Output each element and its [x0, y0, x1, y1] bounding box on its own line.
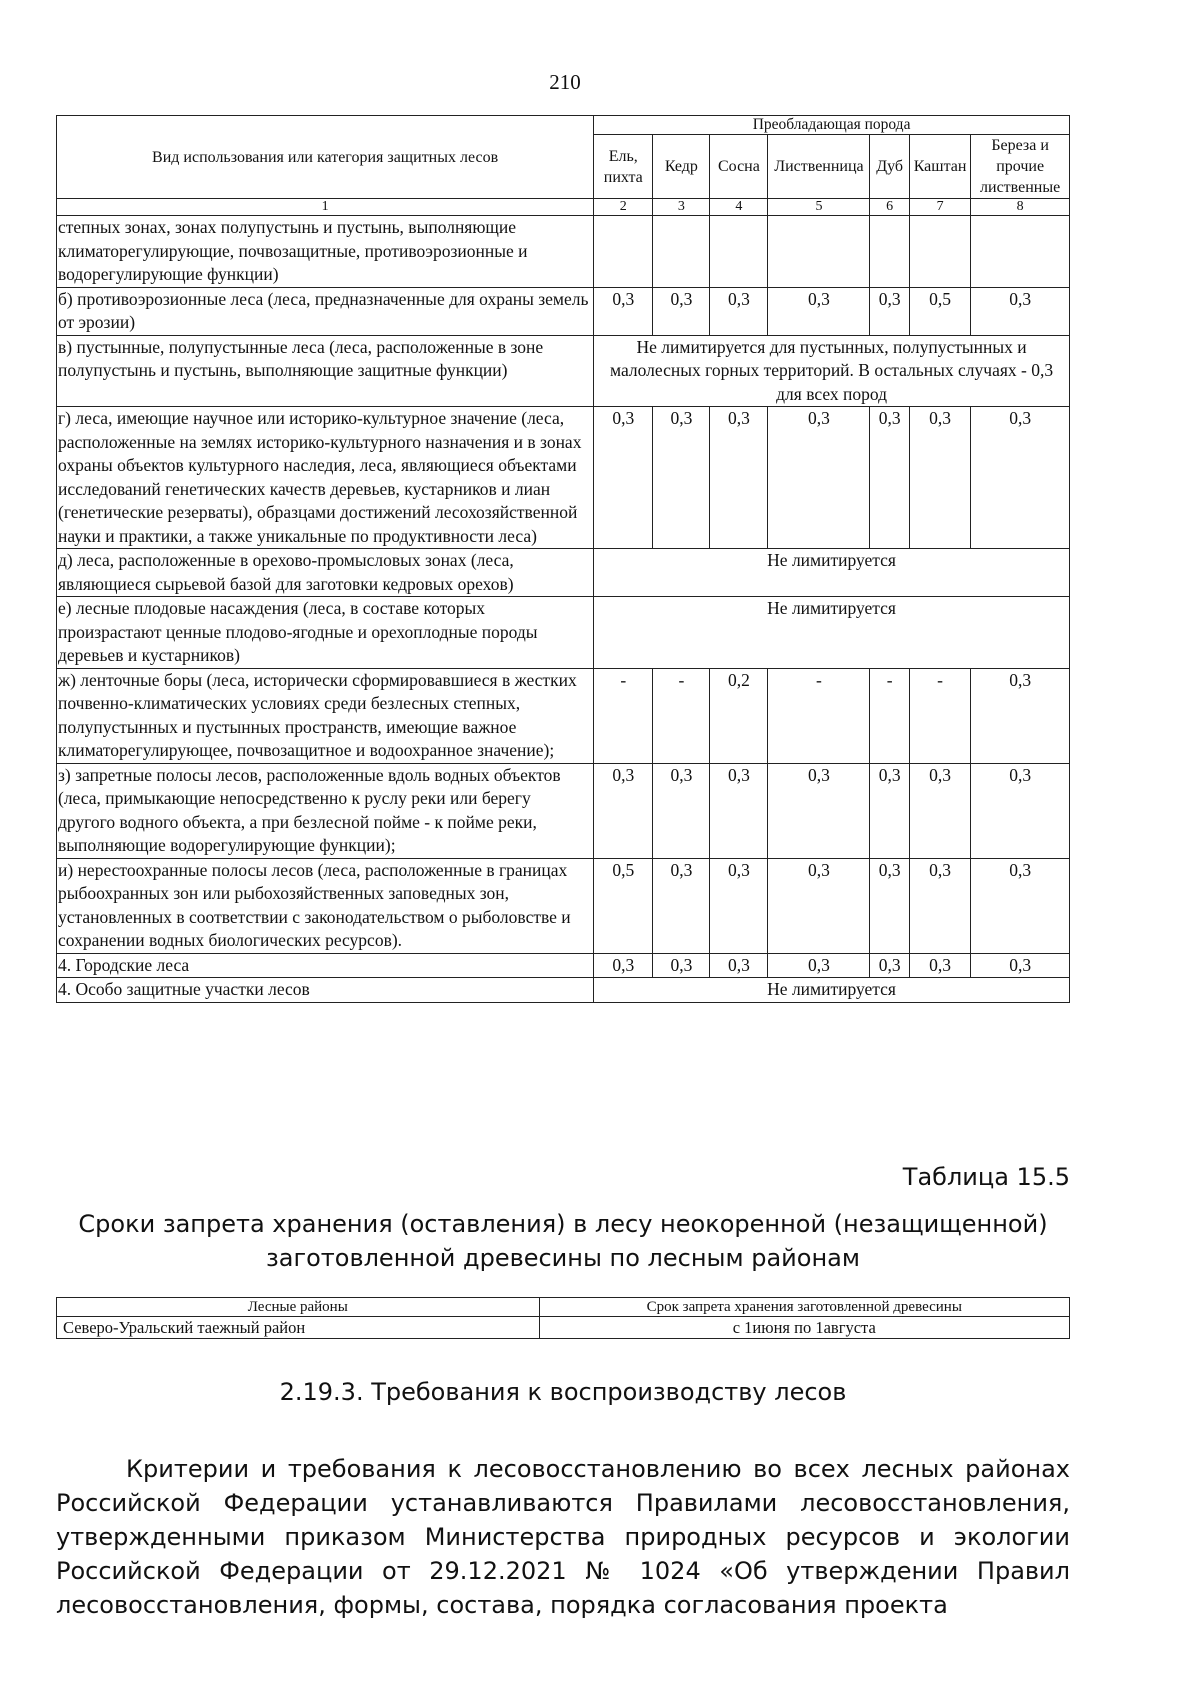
value-cell: 0,3 — [870, 407, 909, 549]
value-cell — [909, 216, 970, 288]
category-cell: и) нерестоохранные полосы лесов (леса, расположенные в границах рыбоохранных зон или рыбохозяйственных заповедных зон, установленных в соответствии с законодательством о рыболовстве и сохранении водных биологических ресурсов). — [57, 858, 594, 953]
column-number: 6 — [870, 199, 909, 216]
value-cell: - — [594, 668, 653, 763]
value-cell — [594, 216, 653, 288]
forest-district: Северо-Уральский таежный район — [57, 1317, 540, 1339]
table-row — [57, 335, 1070, 407]
table-row — [57, 978, 1070, 1003]
value-cell: 0,3 — [768, 763, 870, 858]
storage-ban-row — [57, 1317, 1070, 1339]
value-cell: 0,5 — [909, 287, 970, 335]
storage-ban-header-row — [57, 1298, 1070, 1317]
value-cell: 0,3 — [870, 287, 909, 335]
ban-period: с 1июня по 1августа — [539, 1317, 1069, 1339]
value-cell: - — [909, 668, 970, 763]
header-ban-period: Срок запрета хранения заготовленной древесины — [539, 1298, 1069, 1317]
value-cell: 0,3 — [653, 763, 710, 858]
table-row — [57, 763, 1070, 858]
merged-value-cell: Не лимитируется — [594, 597, 1070, 669]
value-cell: 0,3 — [594, 287, 653, 335]
value-cell: 0,3 — [909, 407, 970, 549]
value-cell: 0,3 — [594, 953, 653, 978]
value-cell: 0,2 — [710, 668, 768, 763]
value-cell: 0,3 — [870, 953, 909, 978]
value-cell: 0,3 — [653, 287, 710, 335]
table-label: Таблица 15.5 — [902, 1163, 1070, 1191]
category-cell: д) леса, расположенные в орехово-промысловых зонах (леса, являющиеся сырьевой базой для заготовки кедровых орехов) — [57, 549, 594, 597]
column-number: 8 — [971, 199, 1070, 216]
table-row — [57, 953, 1070, 978]
category-cell: 4. Городские леса — [57, 953, 594, 978]
page-number: 210 — [549, 70, 581, 94]
value-cell: 0,3 — [710, 953, 768, 978]
value-cell — [768, 216, 870, 288]
header-category: Вид использования или категория защитных лесов — [57, 116, 594, 199]
category-cell: г) леса, имеющие научное или историко-культурное значение (леса, расположенные на землях историко-культурного назначения и в зонах охраны объектов культурного наследия, леса, являющиеся объектами исследований генетических качеств деревьев, кустарников и лиан (генетические резерваты), образцами достижений лесохозяйственной науки и практики, а также уникальные по продуктивности леса) — [57, 407, 594, 549]
value-cell: 0,3 — [971, 763, 1070, 858]
value-cell: - — [768, 668, 870, 763]
value-cell: 0,3 — [594, 407, 653, 549]
header-species: Сосна — [710, 135, 768, 199]
column-number: 2 — [594, 199, 653, 216]
header-species: Лиственница — [768, 135, 870, 199]
header-species-group: Преобладающая порода — [594, 116, 1070, 135]
category-cell: ж) ленточные боры (леса, исторически сформировавшиеся в жестких почвенно-климатических условиях среди безлесных степных, полупустынных и пустынных пространств, имеющие важное климаторегулирующее, почвозащитное и водоохранное значение); — [57, 668, 594, 763]
value-cell: 0,3 — [710, 763, 768, 858]
table-row — [57, 549, 1070, 597]
column-number-row — [57, 199, 1070, 216]
norms-table-body — [57, 116, 1070, 1003]
value-cell: 0,3 — [768, 858, 870, 953]
table-row — [57, 858, 1070, 953]
value-cell: 0,3 — [971, 287, 1070, 335]
category-cell: 4. Особо защитные участки лесов — [57, 978, 594, 1003]
value-cell: 0,3 — [971, 858, 1070, 953]
merged-value-cell: Не лимитируется — [594, 549, 1070, 597]
value-cell: 0,3 — [653, 858, 710, 953]
category-cell: е) лесные плодовые насаждения (леса, в составе которых произрастают ценные плодово-ягодные и орехоплодные породы деревьев и кустарников) — [57, 597, 594, 669]
value-cell — [653, 216, 710, 288]
value-cell: 0,3 — [909, 858, 970, 953]
value-cell: 0,3 — [768, 953, 870, 978]
value-cell: 0,3 — [653, 407, 710, 549]
column-number: 7 — [909, 199, 970, 216]
value-cell: 0,3 — [971, 953, 1070, 978]
category-cell: б) противоэрозионные леса (леса, предназначенные для охраны земель от эрозии) — [57, 287, 594, 335]
value-cell: 0,3 — [768, 287, 870, 335]
merged-value-cell: Не лимитируется для пустынных, полупустынных и малолесных горных территорий. В остальных случаях - 0,3 для всех пород — [594, 335, 1070, 407]
column-number: 1 — [57, 199, 594, 216]
column-number: 3 — [653, 199, 710, 216]
header-row — [57, 116, 1070, 135]
header-species: Каштан — [909, 135, 970, 199]
body-paragraph: Критерии и требования к лесовосстановлению во всех лесных районах Российской Федерации устанавливаются Правилами лесовосстановления, утвержденными приказом Министерства природных ресурсов и экологии Российской Федерации от 29.12.2021 № 1024 «Об утверждении Правил лесовосстановления, формы, состава, порядка согласования проекта — [56, 1455, 1070, 1619]
value-cell: 0,5 — [594, 858, 653, 953]
category-cell: з) запретные полосы лесов, расположенные вдоль водных объектов (леса, примыкающие непосредственно к руслу реки или берегу другого водного объекта, а при безлесной пойме - к пойме реки, выполняющие водорегулирующие функции); — [57, 763, 594, 858]
value-cell: 0,3 — [909, 953, 970, 978]
value-cell: 0,3 — [870, 858, 909, 953]
category-cell: в) пустынные, полупустынные леса (леса, расположенные в зоне полупустынь и пустынь, выполняющие защитные функции) — [57, 335, 594, 407]
value-cell: 0,3 — [768, 407, 870, 549]
column-number: 5 — [768, 199, 870, 216]
value-cell — [971, 216, 1070, 288]
value-cell: 0,3 — [653, 953, 710, 978]
header-forest-districts: Лесные районы — [57, 1298, 540, 1317]
header-species: Ель, пихта — [594, 135, 653, 199]
value-cell: 0,3 — [710, 407, 768, 549]
value-cell: - — [870, 668, 909, 763]
category-cell: степных зонах, зонах полупустынь и пустынь, выполняющие климаторегулирующие, почвозащитные, противоэрозионные и водорегулирующие функции) — [57, 216, 594, 288]
table-row — [57, 287, 1070, 335]
header-species: Береза и прочие лиственные — [971, 135, 1070, 199]
value-cell: 0,3 — [594, 763, 653, 858]
section-heading: 2.19.3. Требования к воспроизводству лесов — [279, 1378, 847, 1406]
storage-ban-table — [56, 1297, 1070, 1339]
value-cell: - — [653, 668, 710, 763]
header-species: Дуб — [870, 135, 909, 199]
value-cell: 0,3 — [971, 407, 1070, 549]
table-title: Сроки запрета хранения (оставления) в лесу неокоренной (незащищенной) заготовленной древесины по лесным районам — [78, 1210, 1048, 1272]
header-species: Кедр — [653, 135, 710, 199]
table-row — [57, 407, 1070, 549]
column-number: 4 — [710, 199, 768, 216]
table-row — [57, 668, 1070, 763]
value-cell: 0,3 — [710, 858, 768, 953]
value-cell: 0,3 — [909, 763, 970, 858]
value-cell: 0,3 — [971, 668, 1070, 763]
table-row — [57, 597, 1070, 669]
value-cell — [870, 216, 909, 288]
table-row — [57, 216, 1070, 288]
value-cell — [710, 216, 768, 288]
value-cell: 0,3 — [870, 763, 909, 858]
value-cell: 0,3 — [710, 287, 768, 335]
norms-table — [56, 115, 1070, 1003]
merged-value-cell: Не лимитируется — [594, 978, 1070, 1003]
